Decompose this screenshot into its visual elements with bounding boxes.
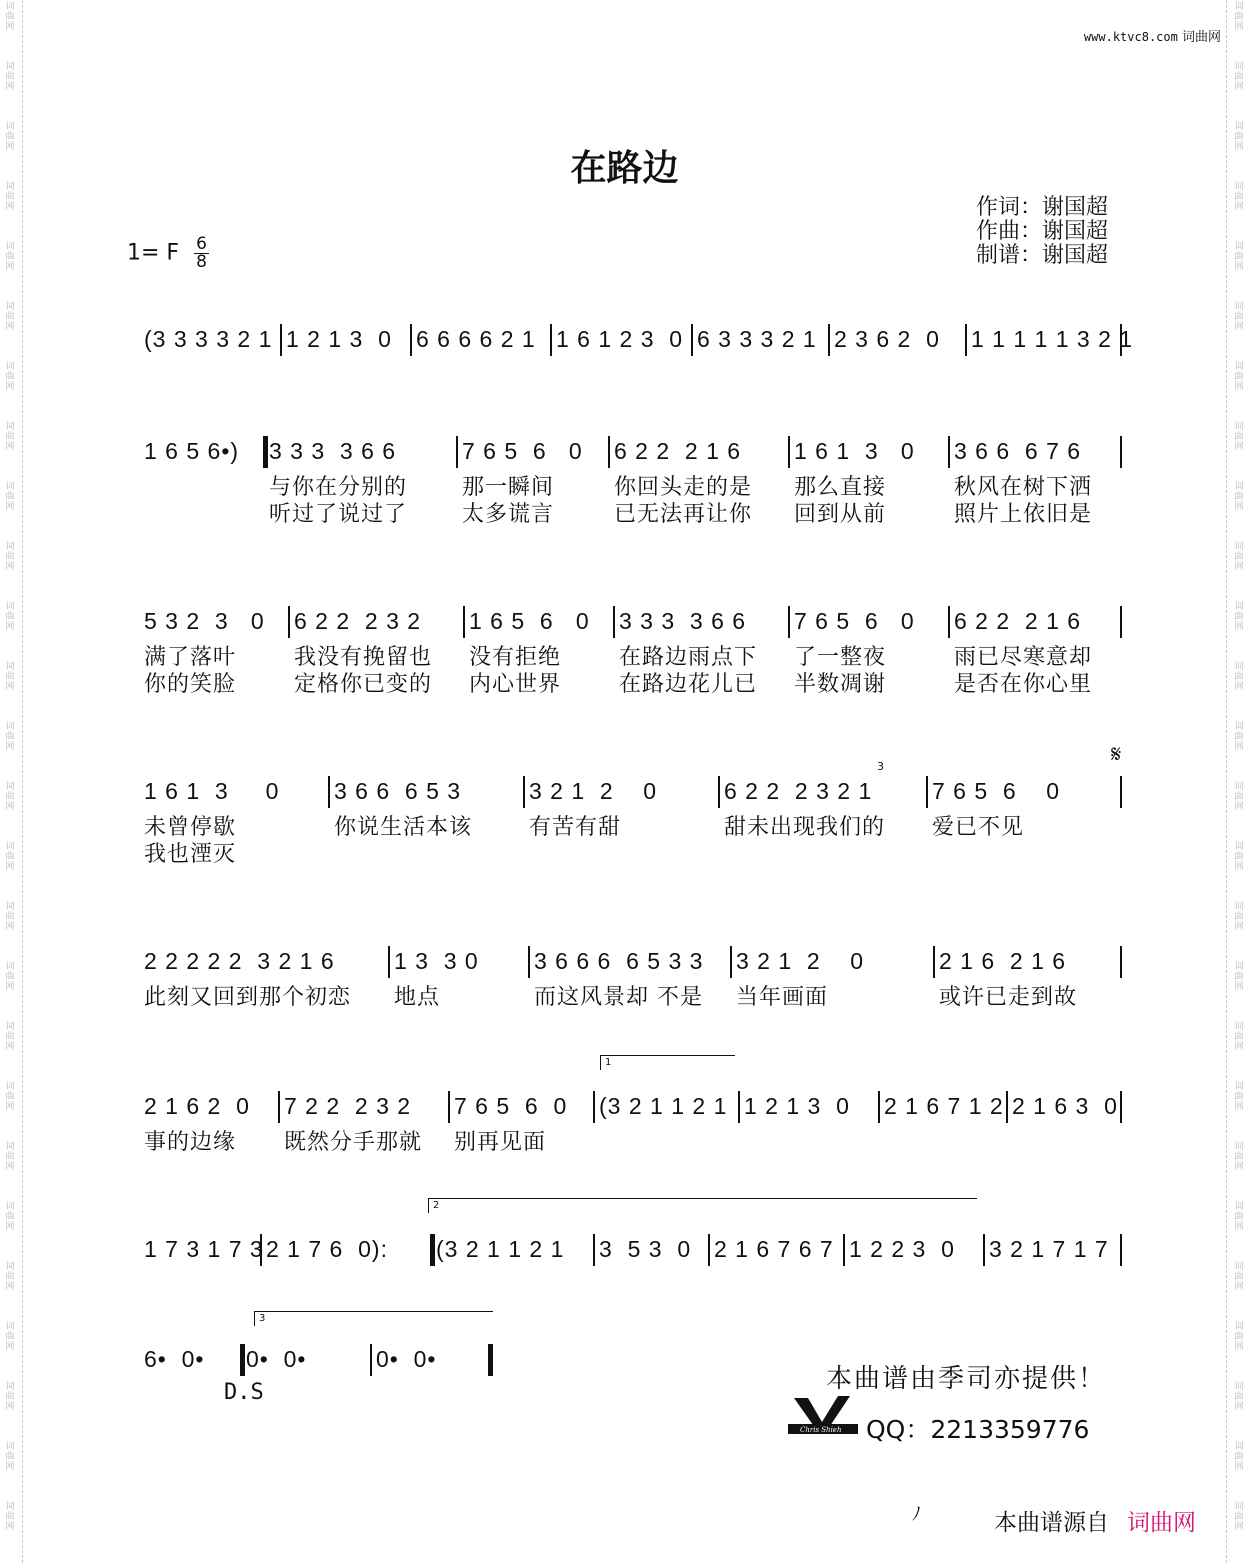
measure-notes: (3 2 1 1 2 1 [436, 1236, 565, 1262]
measure-notes: 0• 0• [246, 1346, 307, 1372]
bar-line [1120, 1091, 1122, 1123]
watermark-glyphs: 词 曲 网 [5, 182, 15, 212]
measure-notes: 3 2 1 2 0 [529, 778, 658, 804]
bar-line [1120, 946, 1122, 978]
lyric-text: 半数凋谢 [794, 672, 887, 697]
lyric-text: 秋风在树下洒 [954, 475, 1093, 500]
watermark-glyphs: 词 曲 网 [1234, 842, 1244, 872]
volta-second [428, 1198, 977, 1213]
watermark-glyphs: 词 曲 网 [5, 242, 15, 272]
lyric-text: 爱已不见 [932, 815, 1025, 840]
bar-line [430, 1234, 435, 1266]
bar-line [708, 1234, 710, 1266]
score-line [138, 318, 1134, 418]
watermark-glyphs: 词 曲 网 [1234, 1502, 1244, 1532]
bar-line [843, 1234, 845, 1266]
watermark-glyphs: 词 曲 网 [5, 2, 15, 32]
measure-notes: 1 6 1 2 3 0 [556, 326, 684, 352]
composer: 作曲：谢国超 [976, 219, 1109, 244]
bar-line [1120, 606, 1122, 638]
bar-line [410, 324, 412, 356]
watermark-glyphs: 词 曲 网 [1234, 542, 1244, 572]
watermark-glyphs: 词 曲 网 [1234, 1022, 1244, 1052]
measure-notes: 6 2 2 2 3 2 [294, 608, 422, 634]
bar-line [328, 776, 330, 808]
measure-notes: 2 3 6 2 0 [834, 326, 940, 352]
watermark-glyphs: 词 曲 网 [1234, 1082, 1244, 1112]
measure-notes: 6 2 2 2 3 2 1 [724, 778, 873, 804]
score-line [138, 430, 1128, 530]
bar-line [691, 324, 693, 356]
watermark-glyphs: 词 曲 网 [5, 782, 15, 812]
bar-line [983, 1234, 985, 1266]
logo-text: Chris Shieh [800, 1426, 842, 1434]
measure-notes: (3 2 1 1 2 1 [599, 1093, 728, 1119]
watermark-glyphs: 词 曲 网 [5, 662, 15, 692]
bar-line [965, 324, 967, 356]
footer-brand[interactable]: 词曲网 [1127, 1510, 1196, 1536]
footer-source [994, 1504, 1196, 1537]
song-title: 在路边 [570, 148, 679, 189]
lyric-text: 或许已走到故 [939, 985, 1078, 1010]
watermark-glyphs: 词 曲 网 [5, 62, 15, 92]
bar-line [1120, 1234, 1122, 1266]
chris-shieh-logo [788, 1396, 858, 1436]
site-domain[interactable]: www.ktvc8.com [1083, 30, 1178, 44]
lyric-text: 听过了说过了 [269, 502, 408, 527]
provider-note: 本曲谱由季司亦提供！ [826, 1364, 1107, 1394]
watermark-glyphs: 词 曲 网 [1234, 1262, 1244, 1292]
measure-notes: 6 2 2 2 1 6 [954, 608, 1082, 634]
site-credit [1084, 26, 1221, 45]
time-signature [194, 236, 209, 271]
lyric-text: 定格你已变的 [294, 672, 433, 697]
bar-line [523, 776, 525, 808]
lyric-text: 那么直接 [794, 475, 887, 500]
lyric-text: 此刻又回到那个初恋 [144, 985, 352, 1010]
lyric-text: 了一整夜 [794, 645, 887, 670]
measure-notes: 2 1 7 6 0): [266, 1236, 388, 1262]
watermark-glyphs: 词 曲 网 [1234, 362, 1244, 392]
measure-notes: 1 6 5 6 0 [469, 608, 590, 634]
credits [976, 196, 1108, 268]
watermark-glyphs: 词 曲 网 [1234, 2, 1244, 32]
lyric-text: 我没有挽留也 [294, 645, 433, 670]
bar-line [456, 436, 458, 468]
lyric-text: 既然分手那就 [284, 1130, 423, 1155]
measure-notes: 2 1 6 3 0 [1012, 1093, 1118, 1119]
watermark-glyphs: 词 曲 网 [1234, 62, 1244, 92]
volta-second-label: 2 [433, 1200, 440, 1211]
bar-line [288, 606, 290, 638]
site-name: 词曲网 [1181, 30, 1221, 45]
watermark-glyphs: 词 曲 网 [1234, 482, 1244, 512]
key-signature [127, 236, 209, 271]
measure-notes: 2 1 6 2 1 6 [939, 948, 1067, 974]
segno-sign: 𝄋 [1111, 740, 1122, 768]
lyric-text: 内心世界 [469, 672, 562, 697]
lyric-text: 满了落叶 [144, 645, 237, 670]
bar-line [240, 1344, 245, 1376]
lyric-text: 你回头走的是 [614, 475, 753, 500]
lyric-text: 事的边缘 [144, 1130, 237, 1155]
bar-line [1120, 436, 1122, 468]
lyric-text: 没有拒绝 [469, 645, 562, 670]
bar-line [593, 1234, 595, 1266]
measure-notes: 2 2 2 2 2 3 2 1 6 [144, 948, 335, 974]
bar-line [730, 946, 732, 978]
bar-line [528, 946, 530, 978]
volta-third [254, 1311, 493, 1326]
watermark-glyphs: 词 曲 网 [1234, 782, 1244, 812]
measure-notes: 1 1 1 1 1 3 2 1 [971, 326, 1134, 352]
lyric-text: 与你在分别的 [269, 475, 408, 500]
watermark-glyphs: 词 曲 网 [1234, 1142, 1244, 1172]
bar-line [948, 606, 950, 638]
time-denominator: 8 [196, 252, 207, 272]
key-label: 1= F [127, 240, 180, 266]
measure-notes: 7 2 2 2 3 2 [284, 1093, 412, 1119]
bar-line [278, 1091, 280, 1123]
bar-line [550, 324, 552, 356]
watermark-glyphs: 词 曲 网 [5, 1322, 15, 1352]
measure-notes: 1 3 3 0 [394, 948, 479, 974]
volta-third-label: 3 [259, 1313, 266, 1324]
bar-line [388, 946, 390, 978]
bar-line [948, 436, 950, 468]
lyric-text: 你说生活本该 [334, 815, 473, 840]
lyric-text: 而这风景却 不是 [534, 985, 703, 1010]
lyric-text: 已无法再让你 [614, 502, 753, 527]
lyric-text: 别再见面 [454, 1130, 547, 1155]
bar-line [878, 1091, 880, 1123]
measure-notes: 2 1 6 2 0 [144, 1093, 250, 1119]
bar-line [828, 324, 830, 356]
volta-first [600, 1055, 735, 1070]
lyric-text: 太多谎言 [462, 502, 555, 527]
measure-notes: 5 3 2 3 0 [144, 608, 265, 634]
watermark-glyphs: 词 曲 网 [5, 722, 15, 752]
score-line [138, 940, 1128, 1040]
bar-line [608, 436, 610, 468]
watermark-glyphs: 词 曲 网 [1234, 662, 1244, 692]
watermark-glyphs: 词 曲 网 [5, 1382, 15, 1412]
measure-notes: 7 6 5 6 0 [462, 438, 583, 464]
bar-line [926, 776, 928, 808]
measure-notes: 7 6 5 6 0 [932, 778, 1061, 804]
bar-line [488, 1344, 493, 1376]
measure-notes: 3 2 1 2 0 [736, 948, 865, 974]
lyric-text: 未曾停歇 [144, 815, 237, 840]
bar-line [1120, 776, 1122, 808]
score-line [138, 600, 1128, 700]
measure-notes: 1 2 2 3 0 [849, 1236, 955, 1262]
measure-notes: 1 7 3 1 7 3 [144, 1236, 264, 1262]
watermark-glyphs: 词 曲 网 [5, 482, 15, 512]
watermark-glyphs: 词 曲 网 [1234, 242, 1244, 272]
measure-notes: 3 6 6 6 6 5 3 3 [534, 948, 704, 974]
lyric-text: 地点 [394, 985, 441, 1010]
bar-line [463, 606, 465, 638]
lyric-text: 甜未出现我们的 [724, 815, 886, 840]
volta-first-label: 1 [605, 1057, 612, 1068]
measure-notes: 6 3 3 3 2 1 [697, 326, 817, 352]
bar-line [738, 1091, 740, 1123]
lyric-text: 照片上依旧是 [954, 502, 1093, 527]
score-line [138, 770, 1128, 870]
bar-line [933, 946, 935, 978]
arranger: 制谱：谢国超 [976, 243, 1109, 268]
measure-notes: 3 3 3 3 6 6 [269, 438, 397, 464]
lyric-text: 雨已尽寒意却 [954, 645, 1093, 670]
measure-notes: 6 6 6 6 2 1 [416, 326, 536, 352]
watermark-glyphs: 词 曲 网 [1234, 122, 1244, 152]
lyric-text: 那一瞬间 [462, 475, 555, 500]
lyric-text: 有苦有甜 [529, 815, 622, 840]
watermark-glyphs: 词 曲 网 [1234, 422, 1244, 452]
watermark-glyphs: 词 曲 网 [5, 1502, 15, 1532]
watermark-glyphs: 词 曲 网 [1234, 1382, 1244, 1412]
watermark-glyphs: 词 曲 网 [1234, 962, 1244, 992]
measure-notes: 1 6 1 3 0 [144, 778, 280, 804]
footer-label: 本曲谱源自 [994, 1510, 1109, 1536]
lyric-text: 我也湮灭 [144, 842, 237, 867]
measure-notes: (3 3 3 3 2 1 [144, 326, 273, 352]
watermark-glyphs: 词 曲 网 [1234, 722, 1244, 752]
bar-line [788, 436, 790, 468]
triplet-mark: 3 [877, 760, 884, 773]
watermark-glyphs: 词 曲 网 [1234, 1202, 1244, 1232]
measure-notes: 6• 0• [144, 1346, 205, 1372]
watermark-glyphs: 词 曲 网 [1234, 1322, 1244, 1352]
bar-line [788, 606, 790, 638]
watermark-glyphs: 词 曲 网 [1234, 902, 1244, 932]
watermark-glyphs: 词 曲 网 [5, 842, 15, 872]
watermark-glyphs: 词 曲 网 [5, 962, 15, 992]
measure-notes: 3 6 6 6 5 3 [334, 778, 462, 804]
watermark-glyphs: 词 曲 网 [5, 1262, 15, 1292]
lyric-text: 是否在你心里 [954, 672, 1093, 697]
measure-notes: 2 1 6 7 6 7 [714, 1236, 834, 1262]
watermark-glyphs: 词 曲 网 [5, 542, 15, 572]
bar-line [613, 606, 615, 638]
measure-notes: 1 6 1 3 0 [794, 438, 915, 464]
watermark-glyphs: 词 曲 网 [1234, 1442, 1244, 1472]
ds-mark: D.S [224, 1380, 264, 1405]
bar-line [448, 1091, 450, 1123]
measure-notes: 2 1 6 7 1 2 [884, 1093, 1004, 1119]
bar-line [280, 324, 282, 356]
measure-notes: 0• 0• [376, 1346, 437, 1372]
watermark-glyphs: 词 曲 网 [1234, 302, 1244, 332]
watermark-glyphs: 词 曲 网 [5, 302, 15, 332]
watermark-glyphs: 词 曲 网 [5, 122, 15, 152]
score-line [138, 1085, 1128, 1185]
watermark-glyphs: 词 曲 网 [5, 422, 15, 452]
measure-notes: 3 2 1 7 1 7 [989, 1236, 1109, 1262]
watermark-glyphs: 词 曲 网 [5, 902, 15, 932]
measure-notes: 1 6 5 6•) [144, 438, 240, 464]
watermark-glyphs: 词 曲 网 [1234, 602, 1244, 632]
time-numerator: 6 [196, 234, 207, 254]
watermark-glyphs: 词 曲 网 [5, 1442, 15, 1472]
bar-line [263, 436, 268, 468]
measure-notes: 1 2 1 3 0 [744, 1093, 850, 1119]
watermark-glyphs: 词 曲 网 [1234, 182, 1244, 212]
lyric-text: 在路边花儿已 [619, 672, 758, 697]
watermark-glyphs: 词 曲 网 [5, 362, 15, 392]
lyricist: 作词：谢国超 [976, 195, 1109, 220]
qq-number: QQ：2213359776 [866, 1415, 1090, 1444]
watermark-glyphs: 词 曲 网 [5, 602, 15, 632]
measure-notes: 6 2 2 2 1 6 [614, 438, 742, 464]
watermark-glyphs: 词 曲 网 [5, 1022, 15, 1052]
measure-notes: 3 5 3 0 [599, 1236, 692, 1262]
measure-notes: 7 6 5 6 0 [794, 608, 915, 634]
lyric-text: 在路边雨点下 [619, 645, 758, 670]
measure-notes: 3 3 3 3 6 6 [619, 608, 747, 634]
watermark-glyphs: 词 曲 网 [5, 1082, 15, 1112]
lyric-text: 回到从前 [794, 502, 887, 527]
bar-line [370, 1344, 372, 1376]
footer-mark: ﾉ [912, 1504, 921, 1525]
bar-line [593, 1091, 595, 1123]
bar-line [1006, 1091, 1008, 1123]
bar-line [718, 776, 720, 808]
lyric-text: 当年画面 [736, 985, 829, 1010]
lyric-text: 你的笑脸 [144, 672, 237, 697]
measure-notes: 1 2 1 3 0 [286, 326, 392, 352]
measure-notes: 7 6 5 6 0 [454, 1093, 568, 1119]
measure-notes: 3 6 6 6 7 6 [954, 438, 1082, 464]
watermark-glyphs: 词 曲 网 [5, 1142, 15, 1172]
watermark-glyphs: 词 曲 网 [5, 1202, 15, 1232]
